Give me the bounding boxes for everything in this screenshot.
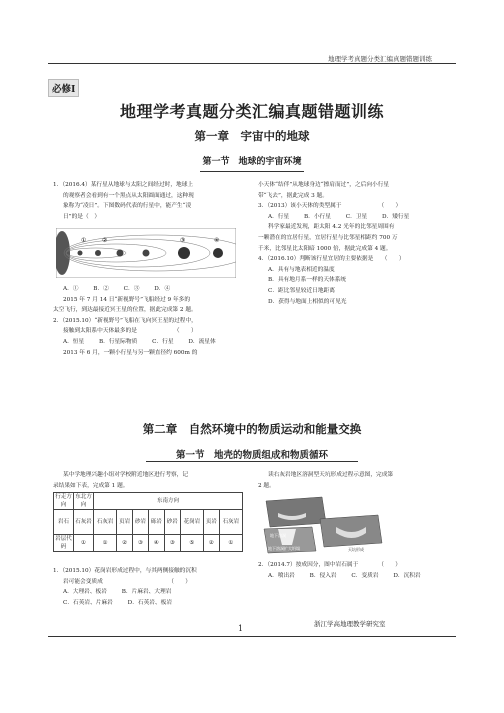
ch1-left-column-lower xyxy=(53,284,249,358)
table-cell: 砂岩 xyxy=(133,510,149,535)
figure-caption: 天坑形成 xyxy=(348,547,364,552)
section-rule xyxy=(200,171,304,172)
q2-stem-line: 接触到太阳系中天体最多的是 （ ） xyxy=(63,328,197,335)
option: C．距比邻星较近日地距离 xyxy=(268,287,335,294)
table-cell: ① xyxy=(219,535,242,552)
diagram-label: ④ xyxy=(214,237,220,244)
ch1-right-column xyxy=(258,180,454,307)
option: A．行星 xyxy=(268,213,290,220)
option: D．流星体 xyxy=(188,338,216,345)
q1-stem-line: 1．（2016.4）某行星从地球与太阳之间经过时，地球上 xyxy=(53,182,194,188)
ch2-right-intro xyxy=(258,470,454,491)
page-title: 地理学考真题分类汇编真题错题训练 xyxy=(119,102,384,121)
option: B．具有地月系一样的天体系统 xyxy=(268,277,347,284)
option: A．恒星 xyxy=(63,338,85,345)
q2-stem-line: 2．（2015.10）“新视野号”飞船在飞向冥王星的过程中， xyxy=(53,317,197,324)
figure-caption: 地下溶洞扩大坍塌 xyxy=(268,546,300,551)
table-cell: ① xyxy=(74,535,94,552)
table-cell: ② xyxy=(117,535,133,552)
option: A．大理岩、板岩 xyxy=(63,589,107,596)
passage-line: 千米，比邻星比太阳暗 1000 倍，据此完成第 4 题。 xyxy=(258,245,392,252)
q1-stem-line: 的观察者会看到有一个黑点从太阳圆面通过，这种现 xyxy=(63,192,194,199)
header-rule xyxy=(48,63,456,64)
option: C．卫星 xyxy=(345,213,368,220)
table-cell: 石灰岩 xyxy=(94,510,117,535)
q1-stem-line: 岩可能会变质成 （ ） xyxy=(63,578,191,585)
ch1-left-column xyxy=(53,180,249,222)
passage-line: 2013 年 6 月，一颗小行星与另一颗直径约 600m 的 xyxy=(63,349,198,356)
option: B．行星际物质 xyxy=(98,338,138,345)
option: D．沉积岩 xyxy=(393,572,421,579)
page-number: 1 xyxy=(238,624,244,633)
table-cell: 砂岩 xyxy=(164,510,180,535)
option: D．获得与地面上相似的可见光 xyxy=(268,298,347,305)
q2-stem: 2．（2014.7）按成因分，图中岩石属于 （ ） xyxy=(258,562,401,568)
option: D．④ xyxy=(154,286,171,292)
option: C．石英岩、片麻岩 xyxy=(63,599,113,606)
option: A．具有与地表相近的温度 xyxy=(268,266,335,273)
intro-line: 某中学地理兴趣小组对学校附近地区进行考察，记 xyxy=(63,472,189,478)
q1-options xyxy=(53,598,249,609)
q1-stem-line: 1．（2015.10）花岗岩形成过程中，与其两侧接触的沉积 xyxy=(53,568,197,574)
passage-line: 带“飞去”，据此完成 3 题。 xyxy=(258,192,328,199)
passage-line: 科学家最近发现，距太阳 4.2 光年的比邻星周围有 xyxy=(268,224,395,231)
ch2-q2 xyxy=(258,560,454,581)
chapter-1-title: 第一章 宇宙中的地球 xyxy=(194,129,310,143)
passage-line: 太空飞行，到达最接近冥王星的位置，据此完成第 2 题。 xyxy=(53,307,197,314)
figure-caption: 地下溶洞 xyxy=(270,533,286,538)
q1-stem-line: 日”的是（ ） xyxy=(63,213,101,220)
table-cell: ② xyxy=(203,535,219,552)
table-cell: ③ xyxy=(164,535,180,552)
section-rule xyxy=(146,461,358,462)
table-cell: 页岩 xyxy=(203,510,219,535)
option: B．侵入岩 xyxy=(309,572,337,579)
diagram-label: ① xyxy=(81,237,87,244)
volume-badge: 必修Ⅰ xyxy=(48,79,79,97)
table-cell: ① xyxy=(94,535,117,552)
option: C．变质岩 xyxy=(351,572,379,579)
passage-line: 2015 年 7 月 14 日“新视野号”飞船经过 9 年多的 xyxy=(63,296,191,303)
option: B．片麻岩、大理岩 xyxy=(121,589,172,596)
table-header: 行走方向 xyxy=(55,494,72,508)
footer-rule xyxy=(48,636,456,637)
option: A．① xyxy=(63,286,79,292)
table-cell: 岩层代码 xyxy=(55,536,72,550)
option: B．小行星 xyxy=(303,213,331,220)
chapter-2-title: 第二章 自然环境中的物质运动和能量交换 xyxy=(142,422,362,436)
table-cell: 石灰岩 xyxy=(74,510,94,535)
table-cell: ⑤ xyxy=(180,535,203,552)
table-cell: 石灰岩 xyxy=(219,510,242,535)
table-cell: ③ xyxy=(133,535,149,552)
running-header: 地理学考真题分类汇编真题错题训练 xyxy=(328,55,432,63)
section-1-title: 第一节 地球的宇宙环境 xyxy=(202,157,302,167)
intro-line: 录结果如下表，完成第 1 题。 xyxy=(53,482,129,489)
option: D．石英岩、板岩 xyxy=(127,599,173,606)
option: A．喷出岩 xyxy=(268,572,295,579)
table-cell: 砾岩 xyxy=(148,510,164,535)
option: D．矮行星 xyxy=(381,213,410,220)
q3-stem: 3．（2013）该小天体的类型属于 （ ） xyxy=(258,203,402,210)
passage-line: 一颗潜在的宜居行星，宜居行星与比邻星相距约 700 万 xyxy=(258,234,398,241)
table-cell: ④ xyxy=(148,535,164,552)
option: B．② xyxy=(93,286,109,292)
q1-stem-line: 象称为“凌日”。下图数码代表的行星中，能产生“凌 xyxy=(63,203,192,210)
intro-line: 2 题。 xyxy=(258,482,275,489)
q4-stem: 4．（2016.10）判断该行星宜居的主要依据是 （ ） xyxy=(258,256,405,263)
intro-line: 读右灰岩地区溶洞型天坑形成过程示意图，完成第 xyxy=(268,472,394,478)
q2-options xyxy=(53,337,249,348)
diagram-label: ② xyxy=(102,237,108,244)
diagram-label: ③ xyxy=(180,237,186,244)
q1-options xyxy=(53,284,249,295)
footer-org: 浙江学高地理教学研究室 xyxy=(314,620,386,628)
sinkhole-figure xyxy=(262,493,386,555)
q1-options xyxy=(53,587,249,598)
solar-system-diagram xyxy=(56,228,236,278)
table-cell: 页岩 xyxy=(117,510,133,535)
strata-table xyxy=(53,492,243,552)
ch2-q1 xyxy=(53,566,249,608)
q2-options xyxy=(258,571,454,582)
table-header: 东南方向 xyxy=(94,493,243,510)
section-2-title: 第一节 地壳的物质组成和物质循环 xyxy=(175,450,328,461)
passage-line: 小天体“结伴”从地球身边“擦肩而过”，之后向小行星 xyxy=(258,182,390,188)
q3-options xyxy=(258,212,454,223)
option: C．行星 xyxy=(152,338,174,345)
table-cell: 岩石 xyxy=(54,510,74,535)
option: C．③ xyxy=(123,286,140,292)
table-header: 东北方向 xyxy=(75,494,92,508)
table-cell: 花岗岩 xyxy=(180,510,203,535)
ch2-left-intro xyxy=(53,470,249,491)
